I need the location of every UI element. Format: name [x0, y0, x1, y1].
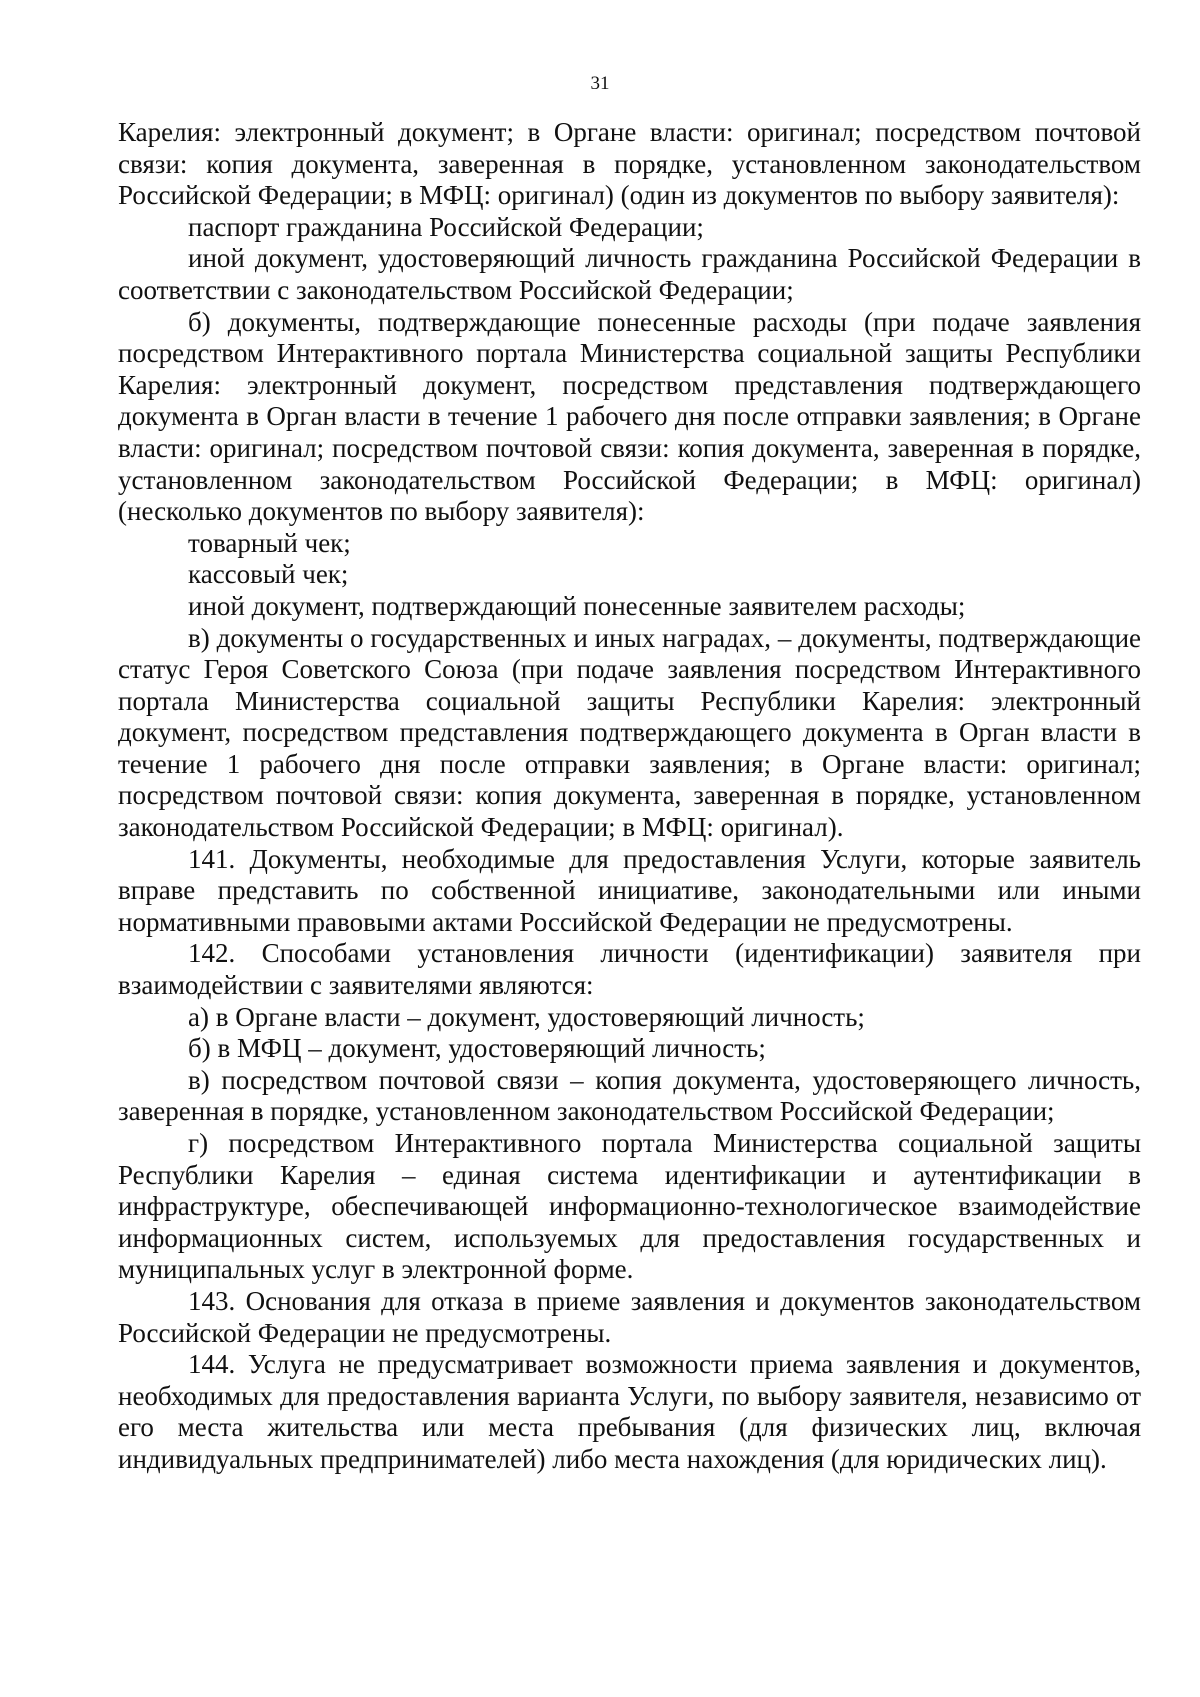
paragraph-item-142-v: в) посредством почтовой связи – копия документа, удостоверяющего личность, заверенная в порядке, установленном законодательством Российской Федерации; [118, 1064, 1141, 1127]
paragraph-other-expense-document: иной документ, подтверждающий понесенные заявителем расходы; [188, 590, 966, 621]
paragraph-item-141: 141. Документы, необходимые для предоставления Услуги, которые заявитель вправе представить по собственной инициативе, законодательными или иными нормативными правовыми актами Российской Федерации не предусмотрены. [118, 843, 1141, 937]
page-number: 31 [590, 73, 610, 94]
paragraph-item-144: 144. Услуга не предусматривает возможности приема заявления и документов, необходимых для предоставления варианта Услуги, по выбору заявителя, независимо от его места жительства или места пребывания (для физических лиц, включая индивидуальных предпринимателей) либо места нахождения (для юридических лиц). [118, 1349, 1141, 1474]
paragraph-item-142: 142. Способами установления личности (идентификации) заявителя при взаимодействии с заявителями являются: [118, 938, 1141, 1001]
paragraph-sales-receipt: товарный чек; [188, 527, 351, 558]
paragraph-other-identity-document: иной документ, удостоверяющий личность гражданина Российской Федерации в соответствии с законодательством Российской Федерации; [118, 243, 1141, 305]
paragraph-cash-receipt: кассовый чек; [188, 559, 349, 590]
paragraph-expense-documents: б) документы, подтверждающие понесенные расходы (при подаче заявления посредством Интерактивного портала Министерства социальной защиты Республики Карелия: электронный документ, посредством представления подтверждающего документа в Орган власти в течение 1 рабочего дня после отправки заявления; в Органе власти: оригинал; посредством почтовой связи: копия документа, заверенная в порядке, установленном законодательством Российской Федерации; в МФЦ: оригинал) (несколько документов по выбору заявителя): [118, 306, 1141, 527]
document-body [118, 117, 1141, 1476]
paragraph-passport: паспорт гражданина Российской Федерации; [188, 211, 704, 242]
paragraph-award-documents: в) документы о государственных и иных наградах, – документы, подтверждающие статус Героя Советского Союза (при подаче заявления посредством Интерактивного портала Министерства социальной защиты Республики Карелия: электронный документ, посредством представления подтверждающего документа в Орган власти в течение 1 рабочего дня после отправки заявления; в Органе власти: оригинал; посредством почтовой связи: копия документа, заверенная в порядке, установленном законодательством Российской Федерации; в МФЦ: оригинал). [118, 622, 1141, 843]
paragraph-item-142-g: г) посредством Интерактивного портала Министерства социальной защиты Республики Карелия – единая система идентификации и аутентификации в инфраструктуре, обеспечивающей информационно-технологическое взаимодействие информационных систем, используемых для предоставления государственных и муниципальных услуг в электронной форме. [118, 1128, 1141, 1285]
paragraph-item-143: 143. Основания для отказа в приеме заявления и документов законодательством Российской Федерации не предусмотрены. [118, 1285, 1141, 1348]
paragraph-item-142-a: а) в Органе власти – документ, удостоверяющий личность; [188, 1001, 865, 1032]
paragraph-item-142-b: б) в МФЦ – документ, удостоверяющий личность; [188, 1033, 766, 1064]
paragraph-continuation: Карелия: электронный документ; в Органе власти: оригинал; посредством почтовой связи: копия документа, заверенная в порядке, установленном законодательством Российской Федерации; в МФЦ: оригинал) (один из документов по выбору заявителя): [118, 117, 1141, 211]
